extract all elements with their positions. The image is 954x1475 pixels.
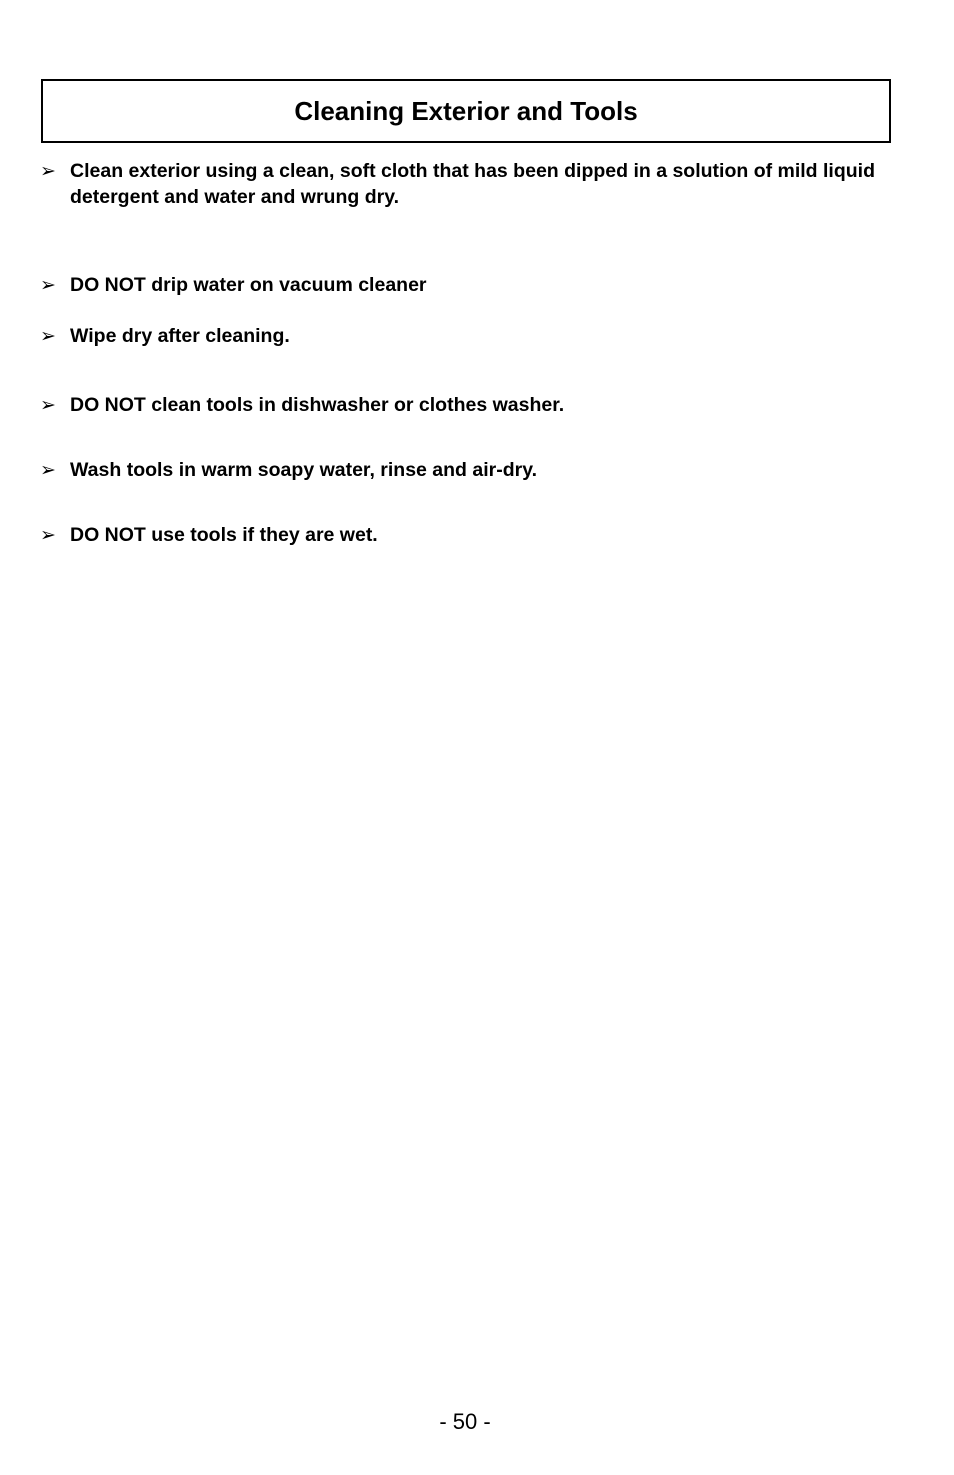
arrow-bullet-icon: ➢ bbox=[40, 325, 56, 347]
page-number: - 50 - bbox=[439, 1409, 491, 1434]
page-title: Cleaning Exterior and Tools bbox=[294, 95, 638, 126]
list-item bbox=[40, 522, 900, 548]
arrow-bullet-icon: ➢ bbox=[40, 524, 56, 546]
arrow-bullet-icon: ➢ bbox=[40, 274, 56, 296]
list-item-text: DO NOT drip water on vacuum cleaner bbox=[70, 274, 427, 296]
list-item bbox=[40, 158, 900, 210]
list-item bbox=[40, 272, 900, 298]
arrow-bullet-icon: ➢ bbox=[40, 160, 56, 182]
list-item-text: Clean exterior using a clean, soft cloth that has been dipped in a solution of mild liquid detergent and water and wrung dry. bbox=[70, 160, 876, 208]
section-title-box bbox=[41, 79, 891, 143]
arrow-bullet-icon: ➢ bbox=[40, 459, 56, 481]
list-item bbox=[40, 392, 900, 418]
list-item bbox=[40, 323, 900, 349]
list-item-text: Wash tools in warm soapy water, rinse and air-dry. bbox=[70, 459, 538, 481]
list-item-text: Wipe dry after cleaning. bbox=[70, 325, 290, 347]
arrow-bullet-icon: ➢ bbox=[40, 394, 56, 416]
list-item-text: DO NOT clean tools in dishwasher or clothes washer. bbox=[70, 394, 565, 416]
list-item bbox=[40, 457, 900, 483]
list-item-text: DO NOT use tools if they are wet. bbox=[70, 524, 378, 546]
